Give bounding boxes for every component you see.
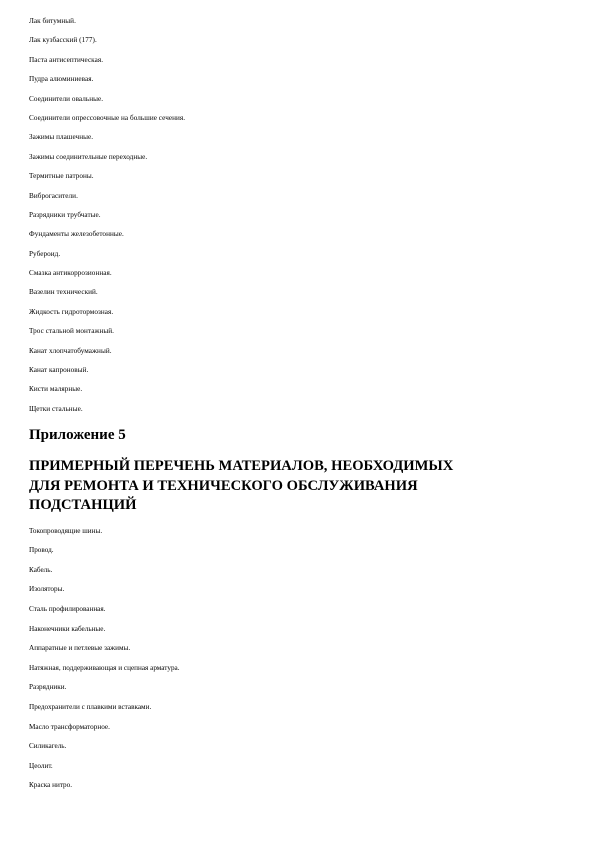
list-item: Предохранители с плавкими вставками. <box>29 703 152 712</box>
list-item: Разрядники. <box>29 683 67 692</box>
list-item: Соединители овальные. <box>29 94 104 103</box>
list-item: Канат капроновый. <box>29 366 89 375</box>
list-item: Канат хлопчатобумажный. <box>29 346 112 355</box>
list-item: Щетки стальные. <box>29 404 83 413</box>
list-item: Аппаратные и петлевые зажимы. <box>29 644 131 653</box>
list-item: Вазелин технический. <box>29 288 98 297</box>
section-heading <box>29 457 569 516</box>
list-item: Пудра алюминиевая. <box>29 75 94 84</box>
section-heading-line: ПРИМЕРНЫЙ ПЕРЕЧЕНЬ МАТЕРИАЛОВ, НЕОБХОДИМЫХ <box>29 458 454 475</box>
list-item: Кабель. <box>29 565 53 574</box>
list-item: Зажимы соединительные переходные. <box>29 152 148 161</box>
list-item: Токопроводящие шины. <box>29 526 103 535</box>
list-item: Смазка антикоррозионная. <box>29 269 112 278</box>
list-item: Соединители опрессовочные на большие сечения. <box>29 113 186 122</box>
document-page <box>29 12 569 796</box>
list-item: Силикагель. <box>29 742 67 751</box>
list-item: Паста антисептическая. <box>29 55 104 64</box>
list-item: Рубероид. <box>29 249 61 258</box>
list-item: Виброгасители. <box>29 191 78 200</box>
list-item: Цеолит. <box>29 761 53 770</box>
substation-materials-list <box>29 522 569 796</box>
list-item: Кисти малярные. <box>29 385 83 394</box>
list-item: Наконечники кабельные. <box>29 624 106 633</box>
section-heading-line: ПОДСТАНЦИЙ <box>29 497 137 514</box>
list-item: Жидкость гидротормозная. <box>29 307 114 316</box>
list-item: Фундаменты железобетонные. <box>29 230 124 239</box>
list-item: Краска нитро. <box>29 781 73 790</box>
appendix-title: Приложение 5 <box>29 427 126 444</box>
list-item: Зажимы плашечные. <box>29 133 94 142</box>
list-item: Провод. <box>29 546 54 555</box>
list-item: Масло трансформаторное. <box>29 722 110 731</box>
list-item: Сталь профилированная. <box>29 605 106 614</box>
materials-list-continued <box>29 12 569 419</box>
list-item: Лак битумный. <box>29 17 76 25</box>
list-item: Лак кузбасский (177). <box>29 36 97 45</box>
list-item: Трос стальной монтажный. <box>29 327 114 336</box>
list-item: Разрядники трубчатые. <box>29 210 101 219</box>
section-heading-line: ДЛЯ РЕМОНТА И ТЕХНИЧЕСКОГО ОБСЛУЖИВАНИЯ <box>29 477 418 494</box>
list-item: Термитные патроны. <box>29 172 94 181</box>
list-item: Натяжная, поддерживающая и сцепная арматура. <box>29 663 180 672</box>
list-item: Изоляторы. <box>29 585 65 594</box>
